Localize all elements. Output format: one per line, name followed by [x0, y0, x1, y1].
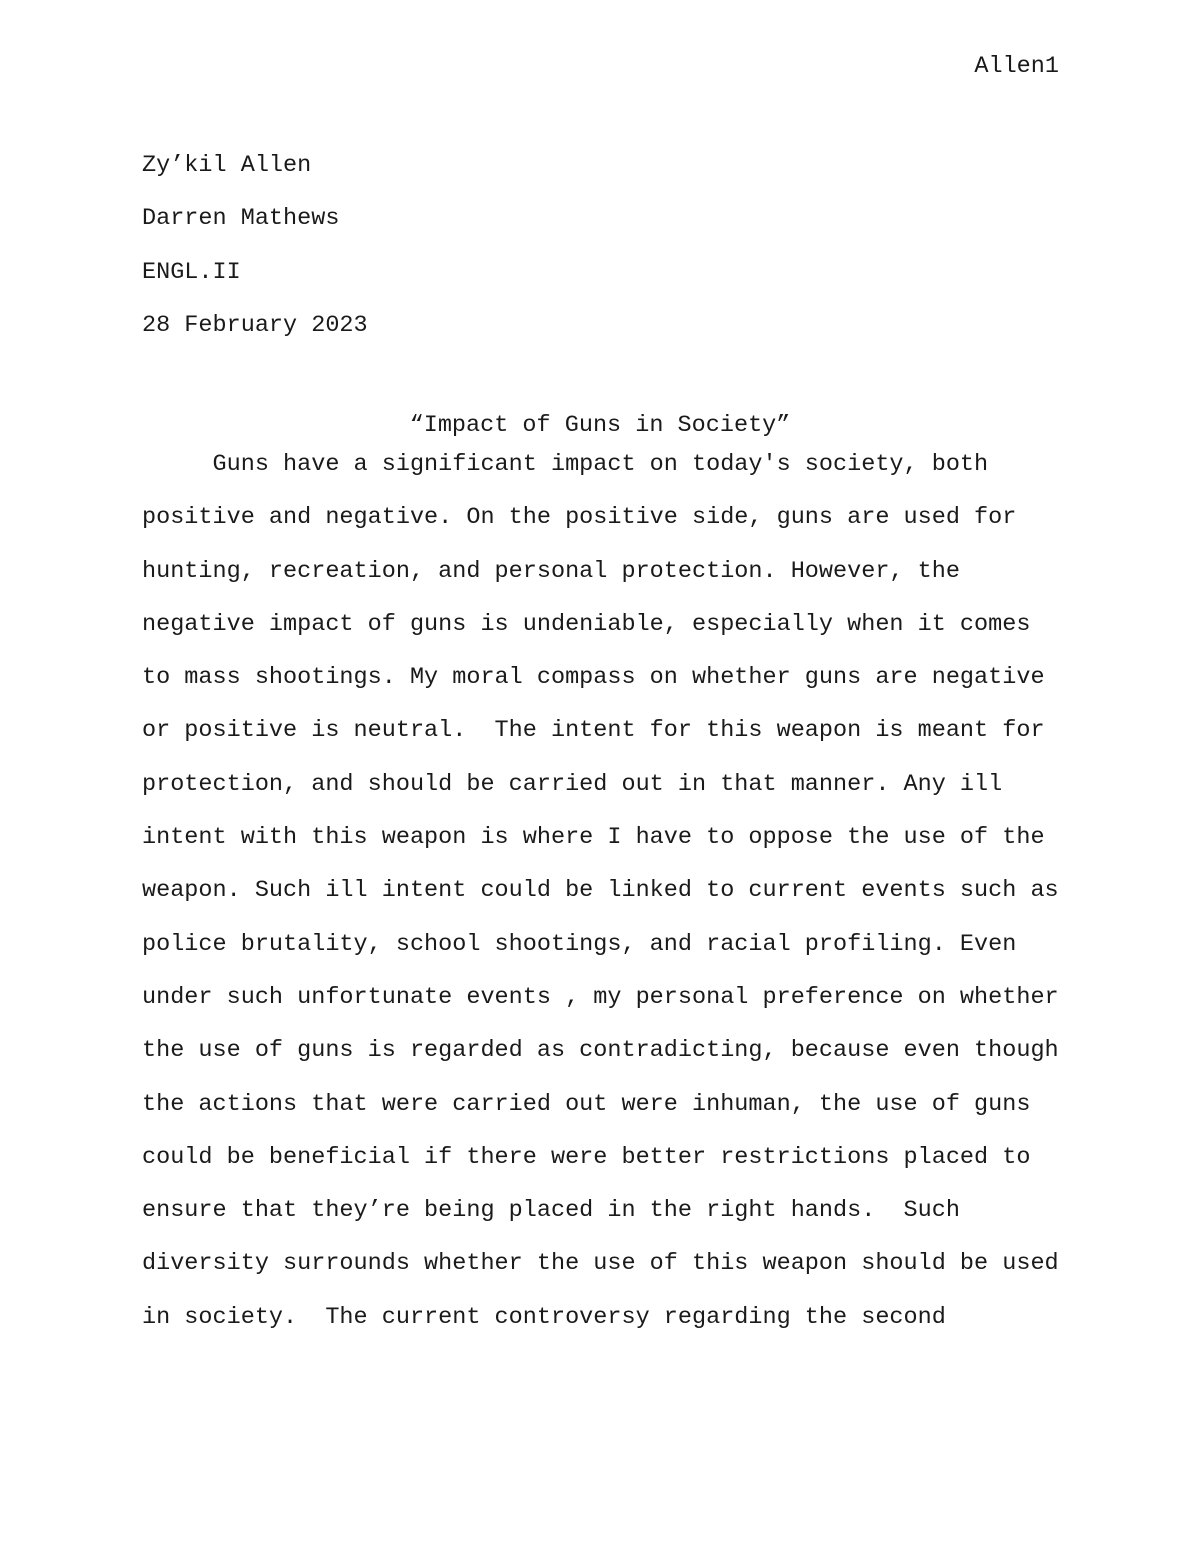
course-name: ENGL.II	[142, 258, 241, 286]
running-head-page-number: Allen1	[974, 53, 1059, 80]
body-line: Guns have a significant impact on today's society, both	[142, 451, 989, 478]
body-line: hunting, recreation, and personal protection. However, the	[142, 557, 960, 585]
body-line: the actions that were carried out were inhuman, the use of guns	[142, 1090, 1031, 1118]
body-line: could be beneficial if there were better restrictions placed to	[142, 1143, 1031, 1171]
body-line: in society. The current controversy regarding the second	[142, 1303, 946, 1331]
body-line: ensure that they’re being placed in the right hands. Such	[142, 1197, 960, 1225]
mla-heading	[142, 139, 368, 352]
body-line: diversity surrounds whether the use of this weapon should be used	[142, 1250, 1059, 1278]
instructor-name: Darren Mathews	[142, 205, 340, 233]
body-line: police brutality, school shootings, and racial profiling. Even	[142, 930, 1017, 958]
essay-date: 28 February 2023	[142, 311, 368, 339]
body-line: weapon. Such ill intent could be linked to current events such as	[142, 877, 1059, 905]
body-line: under such unfortunate events , my personal preference on whether	[142, 983, 1059, 1011]
body-line: protection, and should be carried out in that manner. Any ill	[142, 770, 1003, 798]
body-line: the use of guns is regarded as contradicting, because even though	[142, 1037, 1059, 1065]
essay-title: “Impact of Guns in Society”	[409, 412, 791, 439]
student-name: Zy’kil Allen	[142, 152, 312, 179]
body-line: intent with this weapon is where I have to oppose the use of the	[142, 824, 1045, 852]
body-line: or positive is neutral. The intent for this weapon is meant for	[142, 717, 1045, 745]
essay-body	[142, 438, 1082, 1344]
body-line: to mass shootings. My moral compass on whether guns are negative	[142, 664, 1045, 692]
body-line: negative impact of guns is undeniable, especially when it comes	[142, 610, 1031, 638]
body-line: positive and negative. On the positive side, guns are used for	[142, 504, 1017, 532]
